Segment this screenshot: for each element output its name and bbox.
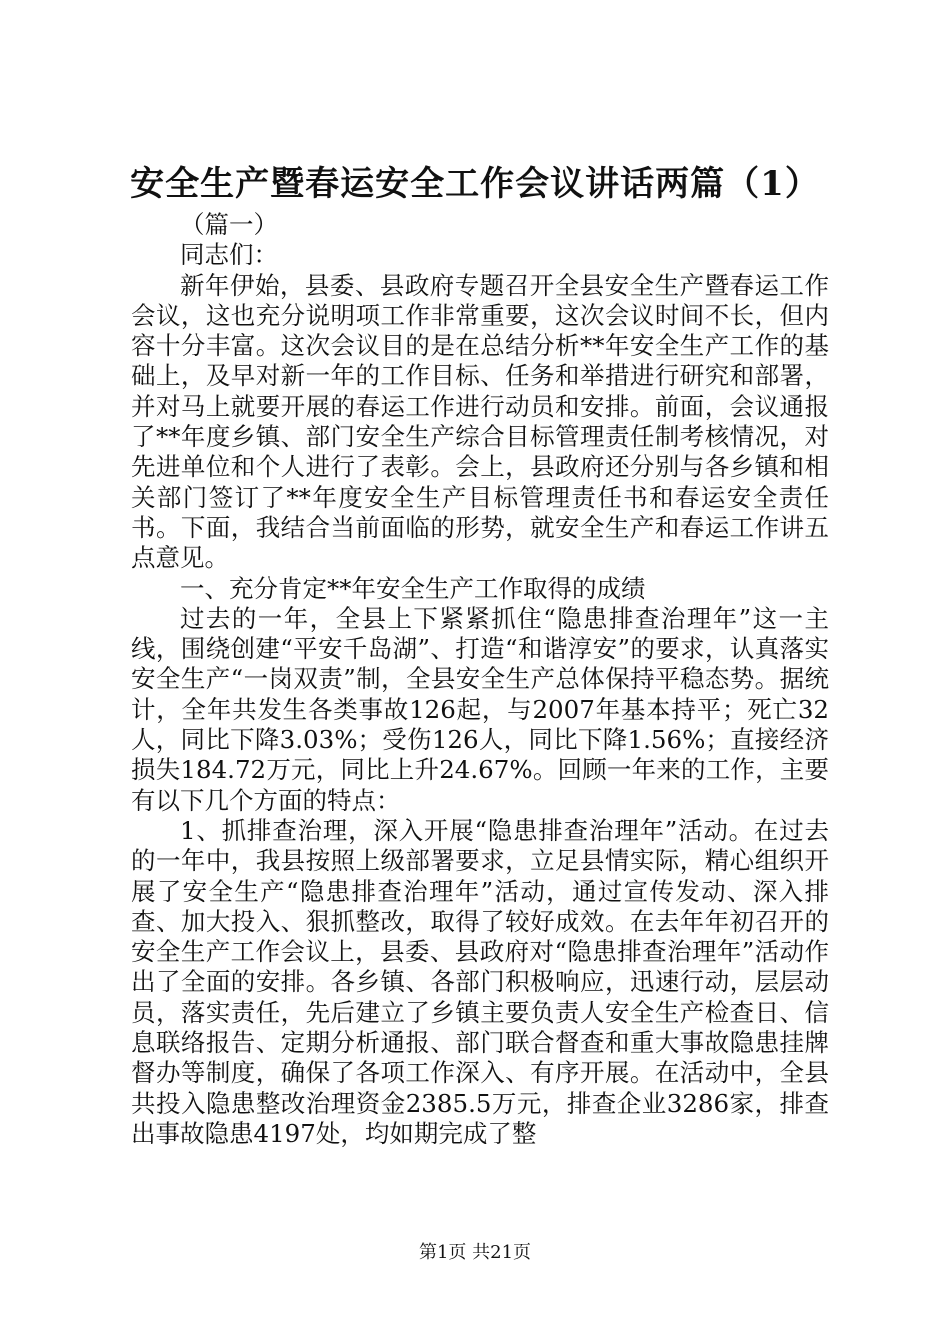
document-title: 安全生产暨春运安全工作会议讲话两篇（1）	[130, 164, 820, 204]
section-heading-1: 一、充分肯定**年安全生产工作取得的成绩	[180, 573, 646, 603]
page-footer: 第1页 共21页	[418, 1242, 532, 1263]
paragraph-review: 过去的一年，全县上下紧紧抓住“隐患排查治理年”这一主线，围绕创建“平安千岛湖”、打造“和谐淳安”的要求，认真落实安全生产“一岗双责”制，全县安全生产总体保持平稳态势。据统计，全年共发生各类事故126起，与2007年基本持平；死亡32人，同比下降3.03%；受伤126人，同比下降1.56%；直接经济损失184.72万元，同比上升24.67%。回顾一年来的工作，主要有以下几个方面的特点：	[131, 603, 829, 815]
paragraph-point-1: 1、抓排查治理，深入开展“隐患排查治理年”活动。在过去的一年中，我县按照上级部署要求，立足县情实际，精心组织开展了安全生产“隐患排查治理年”活动，通过宣传发动、深入排查、加大投入、狠抓整改，取得了较好成效。在去年年初召开的安全生产工作会议上，县委、县政府对“隐患排查治理年”活动作出了全面的安排。各乡镇、各部门积极响应，迅速行动，层层动员，落实责任，先后建立了乡镇主要负责人安全生产检查日、信息联络报告、定期分析通报、部门联合督查和重大事故隐患挂牌督办等制度，确保了各项工作深入、有序开展。在活动中，全县共投入隐患整改治理资金2385.5万元，排查企业3286家，排查出事故隐患4197处，均如期完成了整	[131, 815, 829, 1148]
paragraph-intro: 新年伊始，县委、县政府专题召开全县安全生产暨春运工作会议，这也充分说明项工作非常重要，这次会议时间不长，但内容十分丰富。这次会议目的是在总结分析**年安全生产工作的基础上，及早对新一年的工作目标、任务和举措进行研究和部署，并对马上就要开展的春运工作进行动员和安排。前面，会议通报了**年度乡镇、部门安全生产综合目标管理责任制考核情况，对先进单位和个人进行了表彰。会上，县政府还分别与各乡镇和相关部门签订了**年度安全生产目标管理责任书和春运安全责任书。下面，我结合当前面临的形势，就安全生产和春运工作讲五点意见。	[131, 270, 829, 573]
document-body	[131, 210, 829, 1149]
salutation: 同志们：	[180, 240, 278, 270]
section-label: （篇一）	[180, 210, 278, 239]
